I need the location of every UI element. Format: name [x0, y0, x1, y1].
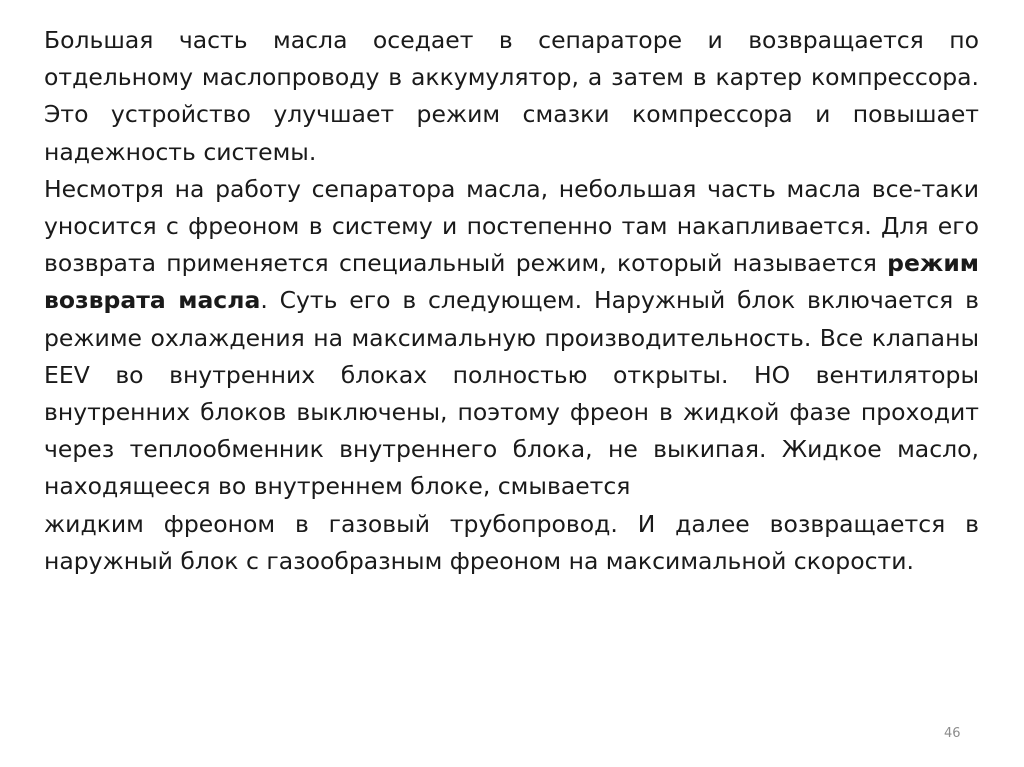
- oil-return-mode-term: режим возврата масла: [44, 249, 979, 315]
- slide-body-text: [44, 22, 979, 580]
- paragraph-oil-return-text-end: жидким фреоном в газовый трубопровод. И далее возвращается в наружный блок с газообразным фреоном на максимальной скорости.: [44, 509, 979, 575]
- paragraph-oil-return-text-start: Несмотря на работу сепаратора масла, небольшая часть масла все-таки уносится с фреоном в систему и постепенно там накапливается. Для его возврата применяется специальный режим, который называется: [44, 174, 979, 278]
- paragraph-oil-return-text-middle: . Суть его в следующем. Наружный блок включается в режиме охлаждения на максимальную производительность. Все клапаны EEV во внутренних блоках полностью открыты. НО вентиляторы внутренних блоков выключены, поэтому фреон в жидкой фазе проходит через теплообменник внутреннего блока, не выкипая. Жидкое масло, находящееся во внутреннем блоке, смывается: [44, 286, 979, 501]
- paragraph-oil-separator: Большая часть масла оседает в сепараторе и возвращается по отдельному маслопроводу в аккумулятор, а затем в картер компрессора. Это устройство улучшает режим смазки компрессора и повышает надежность системы.: [44, 26, 979, 166]
- paragraph-oil-return-mode: [44, 171, 979, 580]
- page-number: 46: [944, 726, 961, 741]
